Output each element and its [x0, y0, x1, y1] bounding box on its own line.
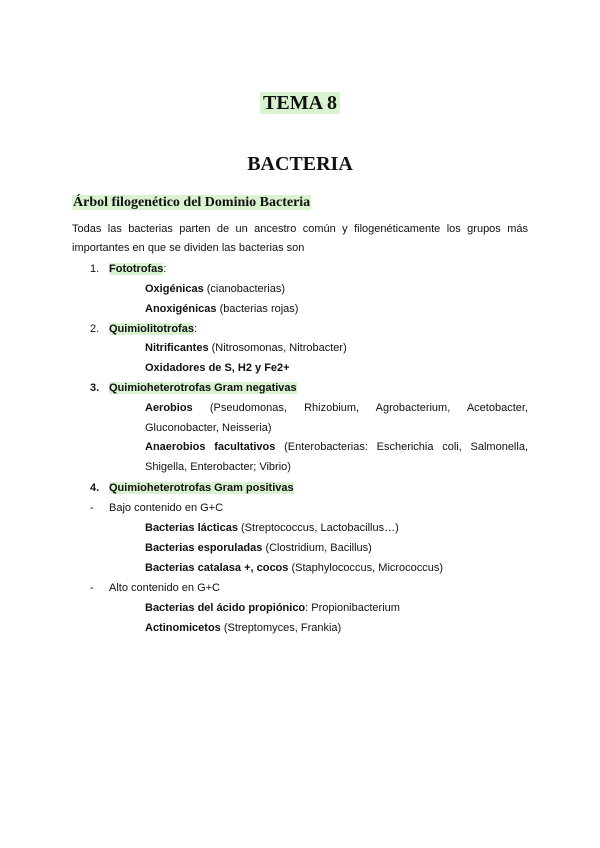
- list-item: [145, 361, 290, 375]
- list-item: [145, 282, 285, 296]
- intro-paragraph: Todas las bacterias parten de un ancestro común y filogenéticamente los grupos más importantes en que se dividen las bacterias son: [72, 223, 528, 254]
- item-bold: Nitrificantes: [145, 342, 209, 354]
- group-1-name: Fototrofas: [109, 263, 164, 275]
- subgroup-dash: -: [90, 502, 94, 514]
- item-rest: (Staphylococcus, Micrococcus): [288, 562, 444, 574]
- item-rest: (Streptomyces, Frankia): [220, 622, 342, 634]
- list-item: [145, 437, 528, 477]
- item-bold: Bacterias del ácido propiónico: [145, 602, 306, 614]
- item-rest: (cianobacterias): [203, 283, 286, 295]
- item-rest: (Pseudomonas, Rhizobium, Agrobacterium, Acetobacter, Gluconobacter, Neisseria): [145, 402, 528, 434]
- item-bold: Oxidadores de S, H2 y Fe2+: [145, 362, 290, 374]
- item-bold: Bacterias esporuladas: [145, 542, 263, 554]
- list-item: [145, 341, 347, 355]
- list-item: [145, 398, 528, 438]
- page-subtitle: [0, 153, 600, 176]
- list-item: [145, 561, 443, 575]
- item-bold: Anaerobios facultativos: [145, 441, 276, 453]
- item-rest: (Streptococcus, Lactobacillus…): [237, 522, 399, 534]
- list-item: [145, 621, 341, 635]
- item-rest: (bacterias rojas): [216, 303, 299, 315]
- item-bold: Anoxigénicas: [145, 303, 217, 315]
- group-3-number: 3.: [90, 382, 100, 394]
- item-bold: Bacterias lácticas: [145, 522, 238, 534]
- item-bold: Oxigénicas: [145, 283, 204, 295]
- item-bold: Bacterias catalasa +, cocos: [145, 562, 289, 574]
- section-heading: [72, 195, 311, 211]
- subgroup-label: Alto contenido en G+C: [109, 582, 220, 594]
- group-2-number: 2.: [90, 323, 100, 335]
- item-rest: (Clostridium, Bacillus): [262, 542, 372, 554]
- group-1-number: 1.: [90, 263, 100, 275]
- item-bold: Aerobios: [145, 402, 193, 414]
- item-rest: (Nitrosomonas, Nitrobacter): [208, 342, 347, 354]
- subgroup-dash: -: [90, 582, 94, 594]
- group-4-number: 4.: [90, 482, 100, 494]
- section-heading-text: Árbol filogenético del Dominio Bacteria: [73, 195, 311, 210]
- group-2-suffix: :: [193, 323, 198, 335]
- page-title-text: TEMA 8: [260, 92, 340, 114]
- list-item: [145, 302, 298, 316]
- list-item: [145, 541, 372, 555]
- group-4-name: Quimioheterotrofas Gram positivas: [109, 482, 294, 494]
- item-bold: Actinomicetos: [145, 622, 221, 634]
- list-item: [145, 601, 400, 615]
- list-item: [145, 521, 399, 535]
- item-rest: : Propionibacterium: [305, 602, 400, 614]
- group-3-name: Quimioheterotrofas Gram negativas: [109, 382, 297, 394]
- page-title: [0, 92, 600, 115]
- group-1-suffix: :: [163, 263, 167, 275]
- page-subtitle-text: BACTERIA: [247, 153, 353, 175]
- item-rest: (Enterobacterias: Escherichia coli, Salmonella, Shigella, Enterobacter; Vibrio): [145, 441, 528, 473]
- subgroup-label: Bajo contenido en G+C: [109, 502, 224, 514]
- group-2-name: Quimiolitotrofas: [109, 323, 194, 335]
